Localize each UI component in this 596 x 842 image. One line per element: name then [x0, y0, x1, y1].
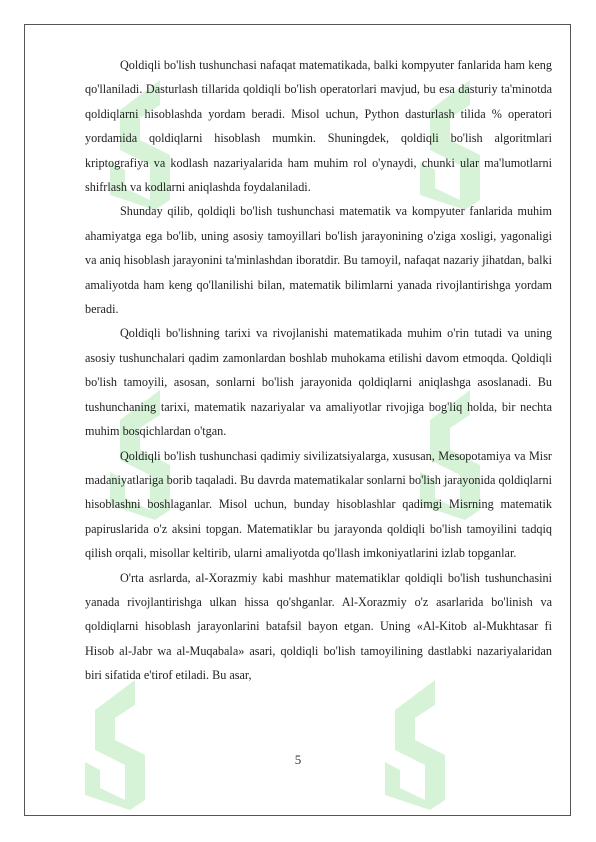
watermark-logo-icon	[375, 670, 455, 810]
watermark-logo-icon	[75, 670, 155, 810]
paragraph: Qoldiqli bo'lish tushunchasi qadimiy sivilizatsiyalarga, xususan, Mesopotamiya va Misr madaniyatlariga borib taqaladi. Bu davrda matematikalar sonlarni bo'lish jarayonida qoldiqlarni hisoblashni boshlaganlar. Misol uchun, bunday hisoblashlar qadimgi Misrning matematik papiruslarida o'z aksini topgan. Matematiklar bu jarayonda qoldiqli bo'lish tamoyilini tadqiq qilish orqali, misollar keltirib, ularni amaliyotda qo'llash imkoniyatlarini izlab topganlar.	[85, 448, 552, 561]
document-body	[85, 53, 552, 688]
paragraph: Qoldiqli bo'lishning tarixi va rivojlanishi matematikada muhim o'rin tutadi va uning asosiy tushunchalari qadim zamonlardan boshlab muhokama etilishi davom etmoqda. Qoldiqli bo'lish tamoyili, asosan, sonlarni bo'lish jarayonida qoldiqlarni aniqlashga asoslanadi. Bu tushunchaning tarixi, matematik nazariyalar va amaliyotlar rivojiga bog'liq holda, bir nechta muhim bosqichlardan o'tgan.	[85, 326, 552, 439]
page-number: 5	[294, 752, 302, 767]
paragraph: Qoldiqli bo'lish tushunchasi nafaqat matematikada, balki kompyuter fanlarida ham keng qo'llaniladi. Dasturlash tillarida qoldiqli bo'lish operatorlari mavjud, bu esa dasturiy ta'minotda qoldiqlarni hisoblashda yordam beradi. Misol uchun, Python dasturlash tilida % operatori yordamida qoldiqlarni hisoblash mumkin. Shuningdek, qoldiqli bo'lish algoritmlari kriptografiya va kodlash nazariyalarida ham muhim rol o'ynaydi, chunki ular ma'lumotlarni shifrlash va kodlarni aniqlashda foydalaniladi.	[85, 58, 552, 195]
paragraph: Shunday qilib, qoldiqli bo'lish tushunchasi matematik va kompyuter fanlarida muhim ahamiyatga ega bo'lib, uning asosiy tamoyillari bo'lish jarayonining o'ziga xosligi, yagonaligi va aniq hisoblash jarayonini ta'minlashdan iboratdir. Bu tamoyil, nafaqat nazariy jihatdan, balki amaliyotda ham keng qo'llanilishi bilan, matematik bilimlarni yanada rivojlantirishga yordam beradi.	[85, 204, 552, 317]
paragraph: O'rta asrlarda, al-Xorazmiy kabi mashhur matematiklar qoldiqli bo'lish tushunchasini yanada rivojlantirishga ulkan hissa qo'shganlar. Al-Xorazmiy o'z asarlarida bo'linish va qoldiqlarni hisoblash jarayonlarini batafsil bayon etgan. Uning «Al-Kitob al-Mukhtasar fi Hisob al-Jabr wa al-Muqabala» asari, qoldiqli bo'lish tamoyilining dastlabki nazariyalaridan biri sifatida e'tirof etiladi. Bu asar,	[85, 570, 552, 683]
